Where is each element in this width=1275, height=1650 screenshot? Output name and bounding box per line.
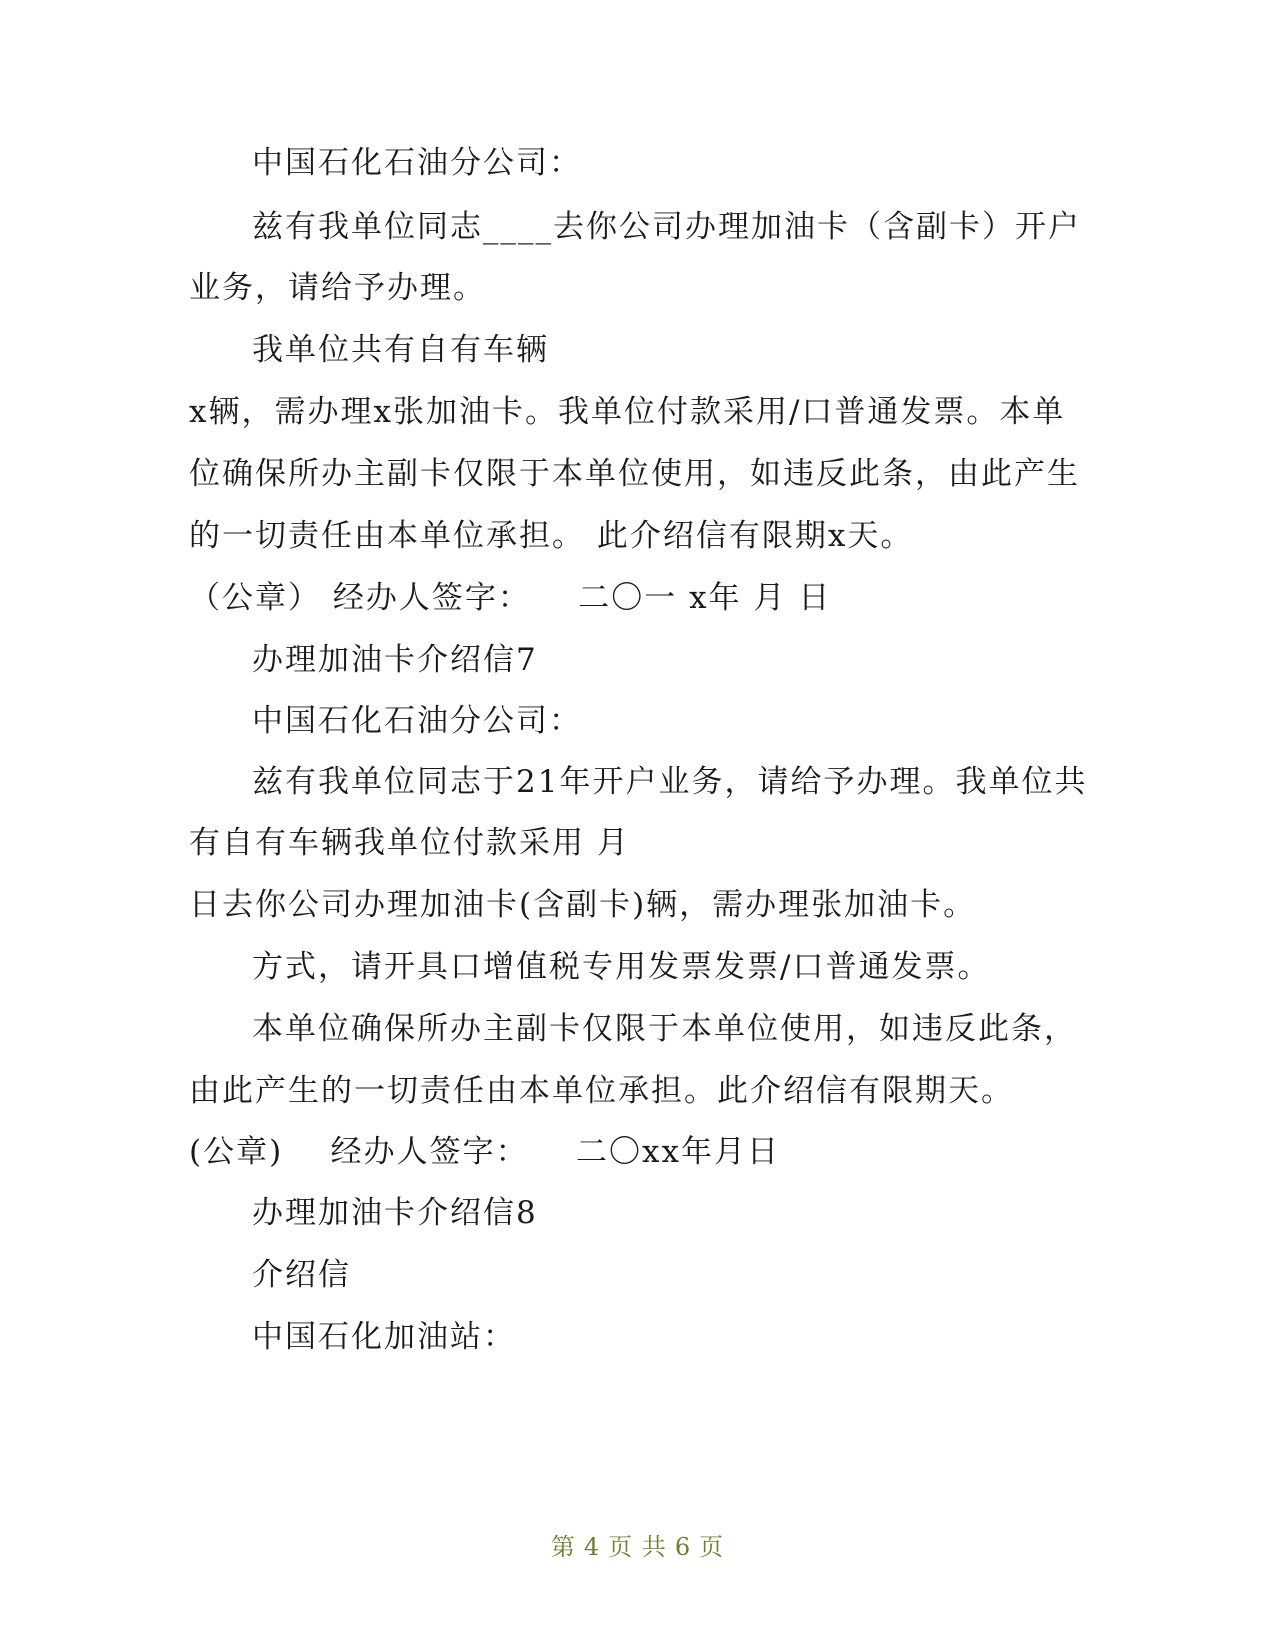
body-line: 有自有车辆我单位付款采用 月	[189, 825, 630, 861]
footer-total-pages: 6	[674, 1533, 692, 1561]
footer-suffix: 页	[699, 1533, 725, 1561]
body-line: 的一切责任由本单位承担。 此介绍信有限期x天。	[189, 518, 914, 554]
body-line: 方式，请开具口增值税专用发票发票/口普通发票。	[252, 949, 991, 985]
body-line: 位确保所办主副卡仅限于本单位使用，如违反此条，由此产生	[189, 456, 1080, 492]
body-line: 兹有我单位同志____去你公司办理加油卡（含副卡）开户	[252, 209, 1081, 245]
body-line: 我单位共有自有车辆	[252, 332, 549, 368]
body-line: 由此产生的一切责任由本单位承担。此介绍信有限期天。	[189, 1073, 1014, 1109]
body-line: 本单位确保所办主副卡仅限于本单位使用，如违反此条，	[252, 1011, 1077, 1047]
letter-title: 介绍信	[252, 1257, 351, 1293]
section-heading: 办理加油卡介绍信8	[252, 1195, 538, 1231]
body-line: x辆，需办理x张加油卡。我单位付款采用/口普通发票。本单	[189, 394, 1066, 430]
recipient-line: 中国石化加油站：	[252, 1319, 516, 1355]
body-line: 业务，请给予办理。	[189, 270, 486, 306]
footer-page-number: 4	[583, 1533, 601, 1561]
signature-line: （公章） 经办人签字： 二〇一 x年 月 日	[189, 580, 832, 616]
recipient-line: 中国石化石油分公司：	[252, 145, 582, 181]
footer-prefix: 第	[550, 1533, 576, 1561]
body-line: 兹有我单位同志于21年开户业务，请给予办理。我单位共	[252, 764, 1088, 800]
section-heading: 办理加油卡介绍信7	[252, 642, 538, 678]
body-line: 日去你公司办理加油卡(含副卡)辆，需办理张加油卡。	[189, 887, 977, 923]
footer-middle: 页 共	[608, 1533, 667, 1561]
page-footer	[0, 1532, 1275, 1562]
recipient-line: 中国石化石油分公司：	[252, 703, 582, 739]
signature-line: (公章) 经办人签字： 二〇xx年月日	[189, 1134, 780, 1170]
